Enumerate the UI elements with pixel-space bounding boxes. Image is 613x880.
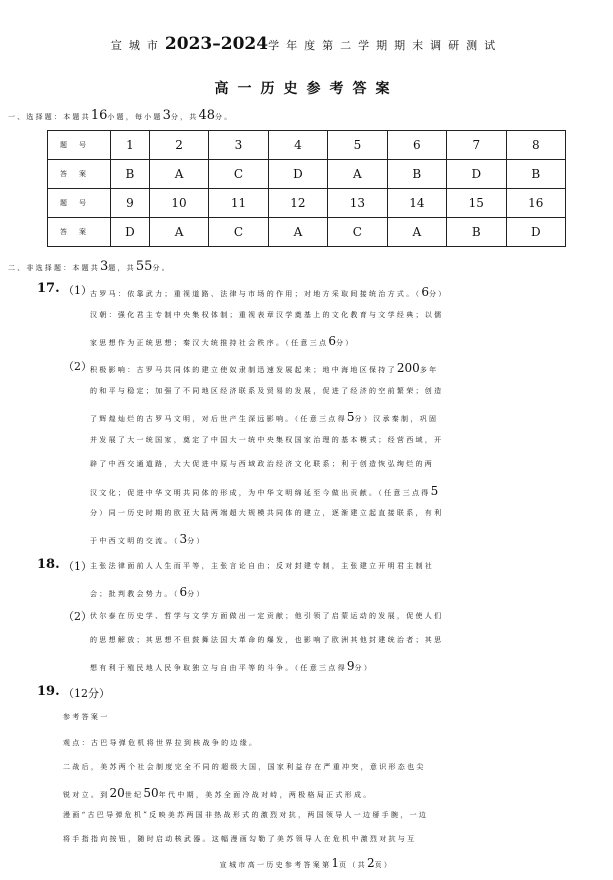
q19-line-5: 漫画“古巴导弹危机”反映美苏两国非热战形式的激烈对抗，两国领导人一边掰手腕，一边: [63, 811, 429, 819]
row-label: 题号: [48, 189, 111, 218]
q17-line-1: 古罗马：依靠武力；重视道路、法律与市场的作用；对地方采取间接统治方式。（6分）: [90, 285, 448, 299]
section-two-heading: 二、非选择题：本题共3题，共55分。: [8, 259, 171, 274]
q18-line-4: 的思想解放；其思想不但鼓舞法国大革命的爆发，也影响了欧洲其他封建统治者；其思: [90, 636, 444, 644]
table-row: 题号 1 2 3 4 5 6 7 8: [48, 131, 566, 160]
q18-part-2-label: （2）: [63, 610, 92, 623]
q18-line-5: 想有利于殖民地人民争取独立与自由平等的斗争。（任意三点得9分）: [90, 659, 374, 673]
q19-line-1: 参考答案一: [63, 713, 110, 721]
q19-line-2: 观点：古巴导弹危机将世界拉到核战争的边缘。: [63, 739, 259, 747]
q17-line-10: 分）同一历史时期的欧亚大陆两端超大规模共同体的建立，逐渐建立起直接联系，有利: [90, 509, 444, 517]
q18-line-3: 伏尔泰在历史学、哲学与文学方面做出一定贡献；他引领了启蒙运动的发展，促使人们: [90, 612, 444, 620]
page-footer: 宣城市高一历史参考答案第1页（共2页）: [219, 856, 394, 870]
q17-line-4: 积极影响：古罗马共同体的建立使奴隶制迅速发展起来；地中海地区保持了200多年: [90, 361, 439, 375]
section-one-heading: 一、选择题：本题共16小题，每小题3分，共48分。: [8, 108, 234, 123]
q17-part-1-label: （1）: [63, 284, 92, 297]
q17-line-11: 于中西文明的交流。（3分）: [90, 532, 206, 546]
table-row: 答案 D A C A C A B D: [48, 218, 566, 247]
q18-line-1: 主张法律面前人人生而平等，主张言论自由；反对封建专制，主张建立开明君主制社: [90, 562, 435, 570]
q17-line-7: 并发展了大一统国家，奠定了中国大一统中央集权国家治理的基本模式；经营西域，开: [90, 436, 444, 444]
row-label: 答案: [48, 160, 111, 189]
q17-line-5: 的和平与稳定；加强了不同地区经济联系及贸易的发展，促进了经济的空前繁荣；创造: [90, 387, 444, 395]
q18-part-1-label: （1）: [63, 560, 92, 573]
q19-line-3: 二战后，美苏两个社会制度完全不同的超级大国，国家利益存在严重冲突，意识形态也尖: [63, 763, 426, 771]
question-18-number: 18.: [37, 557, 60, 572]
table-row: 答案 B A C D A B D B: [48, 160, 566, 189]
q19-line-6: 将手指指向按钮，随时启动核武器。这幅漫画勾勒了美苏领导人在危机中激烈对抗与互: [63, 835, 417, 843]
q17-line-3: 家思想作为正统思想；秦汉大统推持社会秩序。（任意三点6分）: [90, 334, 355, 348]
q17-line-2: 汉朝：强化君主专制中央集权体制；重视表章汉学奠基上的文化教育与文学经典；以儒: [90, 311, 444, 319]
q17-line-8: 辟了中西交通道路，大大促进中原与西域政治经济文化联系；利于创造恢弘绚烂的两: [90, 460, 435, 468]
q17-line-6: 了辉煌灿烂的古罗马文明，对后世产生深远影响。（任意三点得5分）汉承秦制，巩固: [90, 410, 439, 424]
exam-title: 宣城市2023–2024学年度第二学期期末调研测试: [110, 34, 503, 54]
question-17-number: 17.: [37, 281, 60, 296]
document-subtitle: 高一历史参考答案: [214, 81, 399, 97]
row-label: 题号: [48, 131, 111, 160]
q17-line-9: 汉文化；促进中华文明共同体的形成，为中华文明绵延至今做出贡献。（任意三点得5: [90, 484, 439, 498]
q17-part-2-label: （2）: [63, 360, 92, 373]
q19-line-4: 锐对立。到20世纪50年代中期，美苏全面冷战对峙，两极格局正式形成。: [63, 786, 373, 800]
q19-points: （12分）: [63, 687, 110, 700]
q18-line-2: 会；批判教会势力。（6分）: [90, 585, 206, 599]
row-label: 答案: [48, 218, 111, 247]
table-row: 题号 9 10 11 12 13 14 15 16: [48, 189, 566, 218]
answer-table: [47, 130, 566, 247]
question-19-number: 19.: [37, 684, 60, 699]
